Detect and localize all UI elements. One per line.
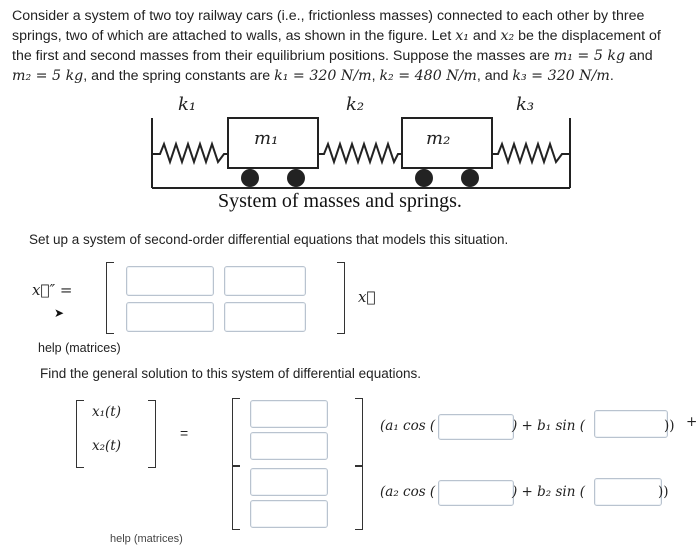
problem-line-1: Consider a system of two toy railway cars (i.e., frictionless masses) connected to each other by three (12, 8, 645, 24)
eigenvector-2-top[interactable] (250, 468, 328, 496)
problem-line-3: the first and second masses from their equilibrium positions. Suppose the masses are m₁ = 5 kg and (12, 48, 653, 64)
omega1-cos-input[interactable] (438, 414, 514, 440)
figure-caption: System of masses and springs. (218, 190, 462, 212)
matrix-a-21[interactable] (126, 302, 214, 332)
matrix-a-12[interactable] (224, 266, 306, 296)
wheel-m1-left (241, 169, 259, 187)
part1-lhs: x⃗″ = (32, 281, 73, 299)
part1-rhs-vector: x⃗ (358, 288, 376, 306)
wheel-m2-right (461, 169, 479, 187)
eigenvector-1-left-bracket (232, 398, 240, 466)
part2-help-link[interactable]: help (matrices) (110, 533, 183, 545)
eigenvector-2-bottom[interactable] (250, 500, 328, 528)
row2-close: )) (658, 484, 669, 500)
solution-vector-left-bracket (76, 400, 84, 468)
solution-vector-right-bracket (148, 400, 156, 468)
problem-statement (12, 6, 692, 86)
matrix-a-left-bracket (106, 262, 114, 334)
problem-line-4: m₂ = 5 kg, and the spring constants are k₁ = 320 N/m, k₂ = 480 N/m, and k₃ = 320 N/m. (12, 68, 614, 84)
spring-mass-figure (140, 96, 580, 220)
label-m2: m₂ (426, 128, 451, 149)
omega2-sin-input[interactable] (594, 478, 662, 506)
equals-sign: = (180, 425, 189, 441)
cursor-icon: ➤ (54, 306, 65, 320)
row1-mid: ) + b₁ sin ( (512, 418, 586, 434)
matrix-a-11[interactable] (126, 266, 214, 296)
problem-line-2: springs, two of which are attached to walls, as shown in the figure. Let x₁ and x₂ be the displacement of (12, 28, 661, 44)
plus-sign: + (686, 414, 698, 430)
eigenvector-1-bottom[interactable] (250, 432, 328, 460)
matrix-a-right-bracket (337, 262, 345, 334)
spring-k2 (318, 144, 402, 162)
row2-mid: ) + b₂ sin ( (512, 484, 586, 500)
row2-open: (a₂ cos ( (380, 484, 436, 500)
omega2-cos-input[interactable] (438, 480, 514, 506)
x2-of-t: x₂(t) (92, 438, 121, 454)
eigenvector-1-right-bracket (355, 398, 363, 466)
wheel-m1-right (287, 169, 305, 187)
spring-k3 (492, 144, 570, 162)
wheel-m2-left (415, 169, 433, 187)
eigenvector-2-left-bracket (232, 466, 240, 530)
part1-help-link[interactable]: help (matrices) (38, 341, 121, 355)
row1-close: )) (664, 418, 675, 434)
spring-k1 (152, 144, 228, 162)
part1-instruction: Set up a system of second-order differential equations that models this situation. (29, 232, 509, 247)
label-k1: k₁ (178, 94, 197, 115)
label-m1: m₁ (254, 128, 279, 149)
label-k2: k₂ (346, 94, 365, 115)
matrix-a-22[interactable] (224, 302, 306, 332)
x1-of-t: x₁(t) (92, 404, 121, 420)
label-k3: k₃ (516, 94, 535, 115)
omega1-sin-input[interactable] (594, 410, 668, 438)
part2-instruction: Find the general solution to this system of differential equations. (40, 366, 421, 381)
eigenvector-2-right-bracket (355, 466, 363, 530)
eigenvector-1-top[interactable] (250, 400, 328, 428)
row1-open: (a₁ cos ( (380, 418, 436, 434)
